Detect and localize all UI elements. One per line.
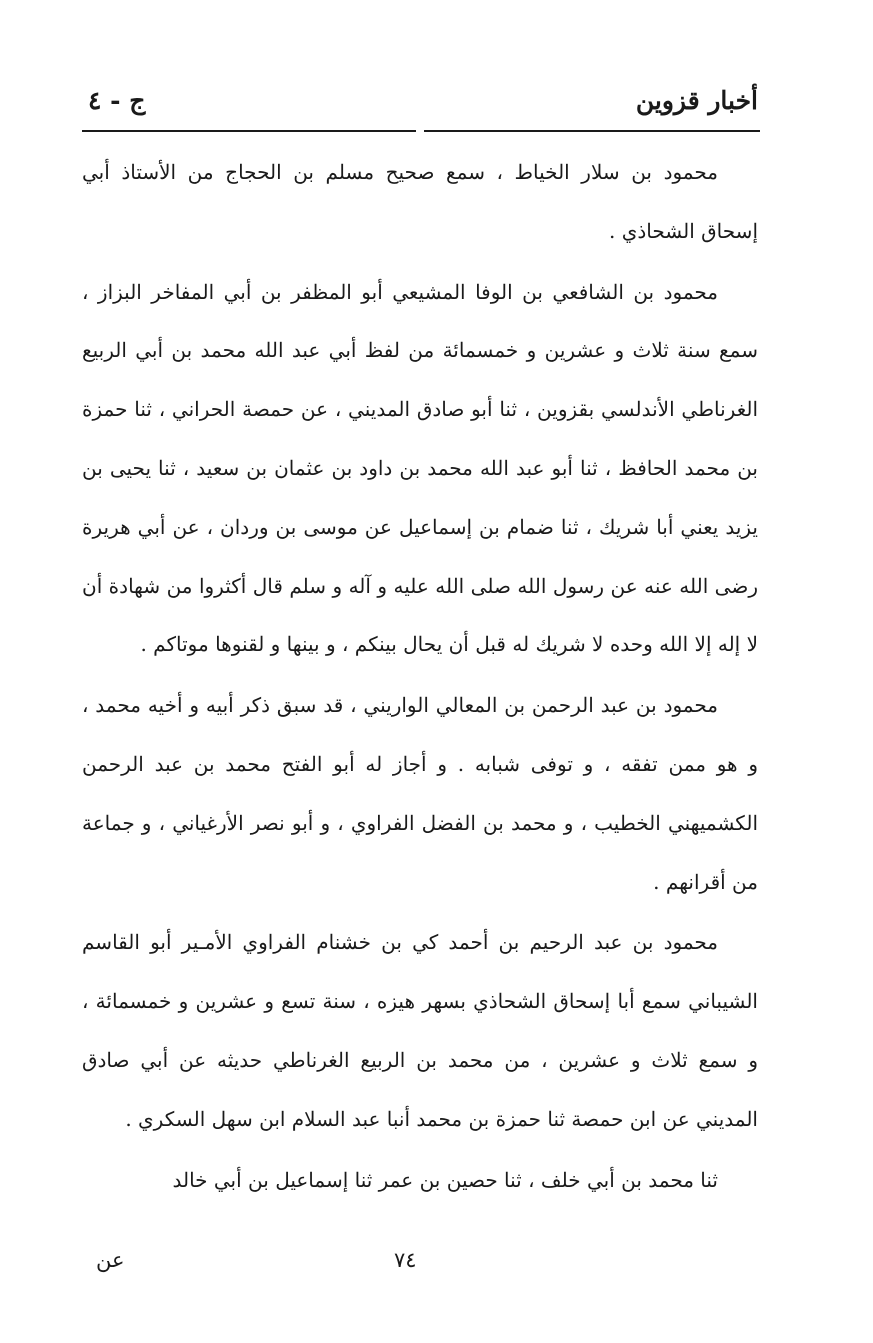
paragraph: محمود بن عبد الرحمن بن المعالي الواريني ، قد سبق ذكر أبيه و أخيه محمد ، و هو ممن تفقه ، و توفى شبابه . و أجاز له أبو الفتح محمد بن عبد الرحمن الكشميهني الخطيب ، و محمد بن الفضل الفراوي ، و أبو نصر الأرغياني ، و جماعة من أقرانهم . <box>82 693 758 894</box>
paragraph: محمود بن عبد الرحيم بن أحمد كي بن خشنام الفراوي الأمـير أبو القاسم الشيباني سمع أبا إسحاق الشحاذي بسهر هيزه ، سنة تسع و عشرين و خمسمائة ، و سمع ثلاث و عشرين ، من محمد بن الربيع الغرناطي حديثه عن أبي صادق المديني عن ابن حمصة ثنا حمزة بن محمد أنبا عبد السلام ابن سهل السكري . <box>82 930 758 1131</box>
running-header <box>82 78 760 138</box>
book-title: أخبار قزوين <box>635 86 758 115</box>
header-rule-right <box>424 130 760 132</box>
paragraph: محمود بن سلار الخياط ، سمع صحيح مسلم بن الحجاج من الأستاذ أبي إسحاق الشحاذي . <box>82 160 758 243</box>
main-text <box>82 143 758 1209</box>
catchword: عن <box>96 1248 125 1272</box>
paragraph: محمود بن الشافعي بن الوفا المشيعي أبو المظفر بن أبي المفاخر البزاز ، سمع سنة ثلاث و عشرين و خمسمائة من لفظ أبي عبد الله محمد بن أبي الربيع الغرناطي الأندلسي بقزوين ، ثنا أبو صادق المديني ، عن حمصة الحراني ، ثنا حمزة بن محمد الحافظ ، ثنا أبو عبد الله محمد بن داود بن عثمان بن سعيد ، ثنا يحيى بن يزيد يعني أبا شريك ، ثنا ضمام بن إسماعيل عن موسى بن وردان ، عن أبي هريرة رضى الله عنه عن رسول الله صلى الله عليه و آله و سلم قال أكثروا من شهادة أن لا إله إلا الله وحده لا شريك له قبل أن يحال بينكم ، و بينها و لقنوها موتاكم . <box>82 279 758 657</box>
volume-label: ج - ٤ <box>88 86 146 115</box>
page-number: ٧٤ <box>394 1248 417 1272</box>
paragraph: ثنا محمد بن أبي خلف ، ثنا حصين بن عمر ثنا إسماعيل بن أبي خالد <box>172 1167 718 1192</box>
header-rule-left <box>82 130 416 132</box>
